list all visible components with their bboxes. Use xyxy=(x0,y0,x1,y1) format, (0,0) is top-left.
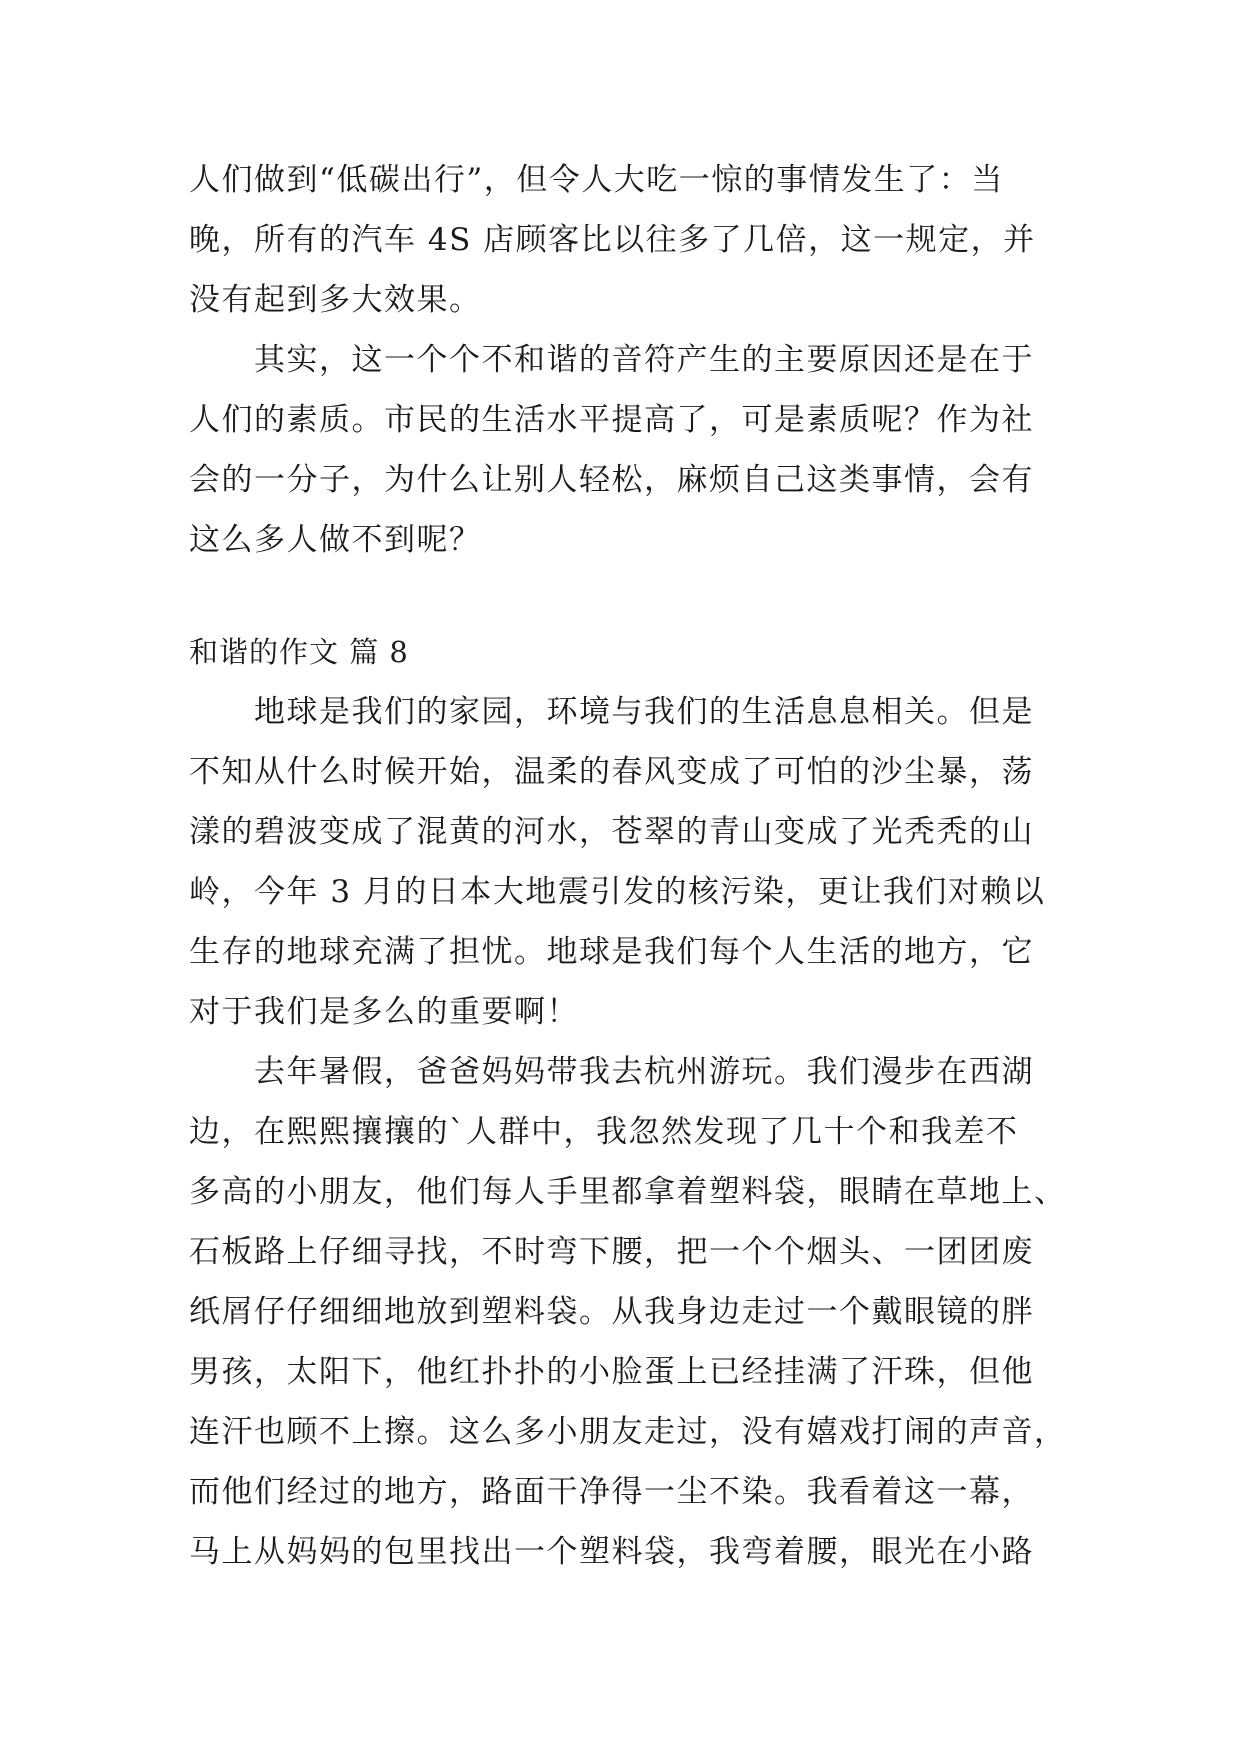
paragraph-line: 男孩，太阳下，他红扑扑的小脸蛋上已经挂满了汗珠，但他 xyxy=(189,1354,1034,1390)
paragraph-line: 去年暑假，爸爸妈妈带我去杭州游玩。我们漫步在西湖 xyxy=(189,1054,1034,1090)
paragraph-line: 对于我们是多么的重要啊！ xyxy=(189,994,579,1030)
paragraph-line: 这么多人做不到呢？ xyxy=(189,522,482,558)
paragraph-line: 没有起到多大效果。 xyxy=(189,282,482,318)
paragraph-line: 马上从妈妈的包里找出一个塑料袋，我弯着腰，眼光在小路 xyxy=(189,1534,1034,1570)
paragraph-line: 边，在熙熙攘攘的`人群中，我忽然发现了几十个和我差不 xyxy=(189,1114,1019,1150)
paragraph-line: 会的一分子，为什么让别人轻松，麻烦自己这类事情，会有 xyxy=(189,462,1034,498)
paragraph-line: 人们做到“低碳出行”，但令人大吃一惊的事情发生了：当 xyxy=(189,162,1004,198)
paragraph-line: 人们的素质。市民的生活水平提高了，可是素质呢？作为社 xyxy=(189,402,1034,438)
paragraph-line: 多高的小朋友，他们每人手里都拿着塑料袋，眼睛在草地上、 xyxy=(189,1174,1067,1210)
paragraph-line: 而他们经过的地方，路面干净得一尘不染。我看着这一幕， xyxy=(189,1474,1034,1510)
paragraph-line: 漾的碧波变成了混黄的河水，苍翠的青山变成了光秃秃的山 xyxy=(189,814,1034,850)
paragraph-line: 岭，今年 3 月的日本大地震引发的核污染，更让我们对赖以 xyxy=(189,874,1046,910)
paragraph-line: 连汗也顾不上擦。这么多小朋友走过，没有嬉戏打闹的声音， xyxy=(189,1414,1067,1450)
section-heading: 和谐的作文 篇 8 xyxy=(189,635,409,669)
paragraph-line: 不知从什么时候开始，温柔的春风变成了可怕的沙尘暴，荡 xyxy=(189,754,1034,790)
paragraph-line: 石板路上仔细寻找，不时弯下腰，把一个个烟头、一团团废 xyxy=(189,1234,1034,1270)
paragraph-line: 晚，所有的汽车 4S 店顾客比以往多了几倍，这一规定，并 xyxy=(189,222,1036,258)
paragraph-line: 生存的地球充满了担忧。地球是我们每个人生活的地方，它 xyxy=(189,934,1034,970)
paragraph-line: 地球是我们的家园，环境与我们的生活息息相关。但是 xyxy=(189,694,1034,730)
paragraph-line: 其实，这一个个不和谐的音符产生的主要原因还是在于 xyxy=(189,342,1034,378)
paragraph-line: 纸屑仔仔细细地放到塑料袋。从我身边走过一个戴眼镜的胖 xyxy=(189,1294,1034,1330)
